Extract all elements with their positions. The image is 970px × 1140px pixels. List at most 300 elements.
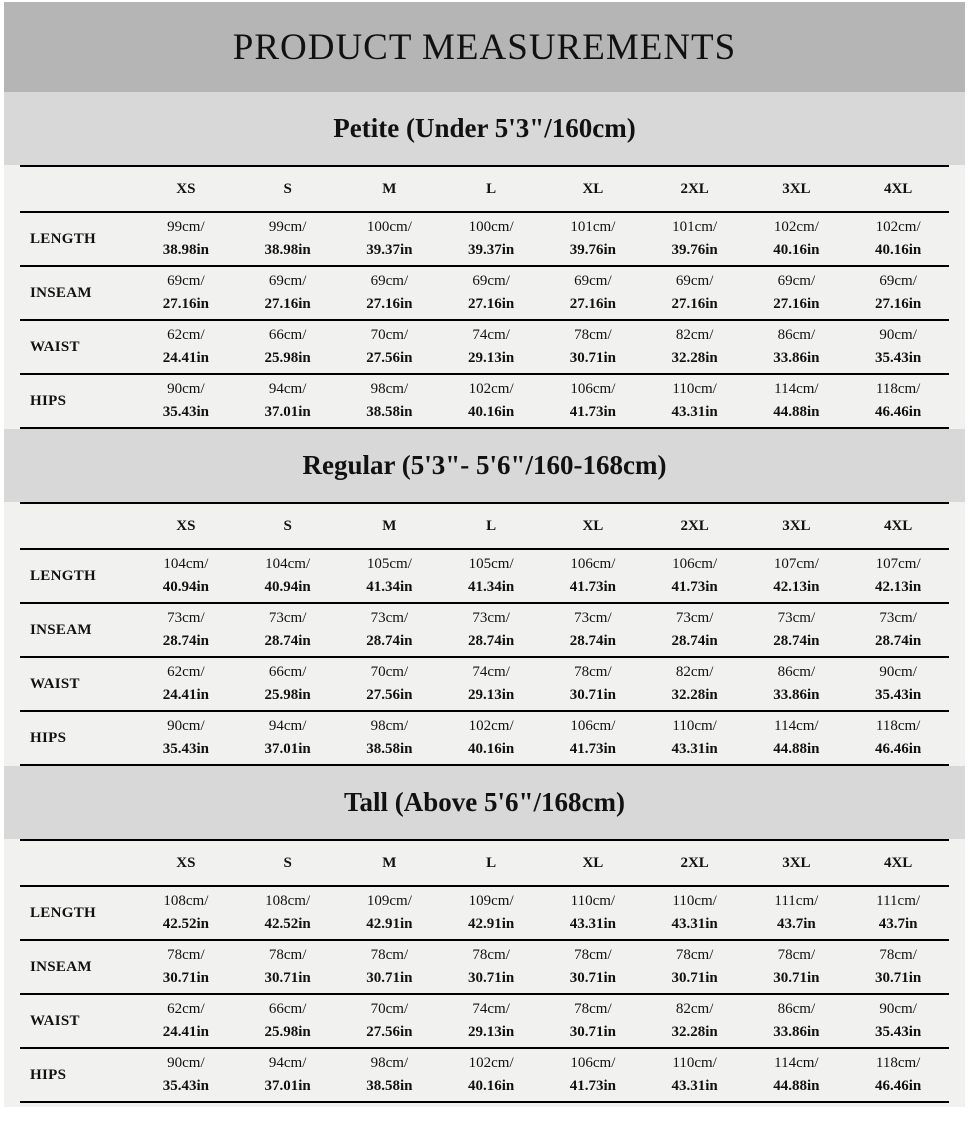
- measurement-cell: [339, 267, 441, 319]
- measurement-cell: [440, 941, 542, 993]
- corner-cell: [20, 504, 135, 548]
- size-column-header: XL: [582, 517, 604, 534]
- in-value: 27.56in: [366, 687, 413, 703]
- measurement-cell: [440, 375, 542, 427]
- measurement-cell: [339, 658, 441, 710]
- row-label: WAIST: [30, 338, 80, 355]
- cm-value: 99cm/: [167, 219, 205, 235]
- measurement-cell: [542, 604, 644, 656]
- row-label: LENGTH: [30, 904, 96, 921]
- cm-value: 98cm/: [370, 381, 409, 397]
- sections-container: [4, 92, 965, 1103]
- section-band-regular: [4, 429, 965, 502]
- measurement-cell: [440, 604, 542, 656]
- cm-value: 94cm/: [268, 381, 307, 397]
- measurement-cell: [746, 267, 848, 319]
- in-value: 40.16in: [874, 242, 922, 258]
- cm-value: 74cm/: [472, 664, 510, 680]
- cm-value: 69cm/: [879, 273, 917, 289]
- cm-value: 106cm/: [570, 1055, 616, 1071]
- cm-value: 98cm/: [370, 1055, 409, 1071]
- size-column-header: L: [486, 180, 497, 197]
- measurement-cell: [440, 267, 542, 319]
- in-value: 29.13in: [467, 350, 515, 366]
- cm-value: 78cm/: [574, 1001, 612, 1017]
- in-value: 30.71in: [773, 970, 820, 986]
- in-value: 38.58in: [366, 741, 413, 757]
- measurement-cell: [440, 887, 542, 939]
- measurement-cell: [135, 712, 237, 764]
- in-value: 43.31in: [569, 916, 616, 932]
- row-label: WAIST: [30, 675, 80, 692]
- cm-value: 101cm/: [672, 219, 718, 235]
- cm-value: 94cm/: [268, 718, 307, 734]
- measurement-cell: [237, 995, 339, 1047]
- in-value: 42.13in: [874, 579, 922, 595]
- measurement-cell: [847, 658, 949, 710]
- cm-value: 62cm/: [167, 327, 205, 343]
- cm-value: 90cm/: [167, 1055, 205, 1071]
- measurement-cell: [847, 550, 949, 602]
- size-column-header: 4XL: [883, 180, 913, 197]
- in-value: 28.74in: [162, 633, 209, 649]
- size-column-header: L: [486, 854, 497, 871]
- corner-cell: [20, 841, 135, 885]
- measurement-cell: [644, 375, 746, 427]
- in-value: 32.28in: [671, 350, 718, 366]
- cm-value: 110cm/: [672, 893, 717, 909]
- table-row: [20, 712, 949, 766]
- size-column-header: 4XL: [883, 854, 913, 871]
- in-value: 30.71in: [162, 970, 209, 986]
- in-value: 27.56in: [366, 1024, 413, 1040]
- in-value: 38.98in: [162, 242, 209, 258]
- in-value: 30.71in: [671, 970, 718, 986]
- cm-value: 73cm/: [879, 610, 917, 626]
- measurement-cell: [542, 375, 644, 427]
- in-value: 32.28in: [671, 687, 718, 703]
- measurement-table: [20, 839, 949, 1103]
- measurement-cell: [339, 712, 441, 764]
- in-value: 42.91in: [467, 916, 515, 932]
- in-value: 37.01in: [264, 404, 311, 420]
- measurement-cell: [339, 213, 441, 265]
- section-title: Tall (Above 5'6"/168cm): [344, 787, 625, 817]
- cm-value: 62cm/: [167, 664, 205, 680]
- measurement-cell: [542, 995, 644, 1047]
- cm-value: 118cm/: [875, 381, 921, 397]
- measurement-cell: [237, 321, 339, 373]
- in-value: 30.71in: [569, 970, 616, 986]
- cm-value: 86cm/: [777, 664, 816, 680]
- measurement-cell: [135, 321, 237, 373]
- in-value: 41.73in: [569, 579, 616, 595]
- row-label: INSEAM: [30, 284, 92, 301]
- in-value: 39.37in: [467, 242, 515, 258]
- cm-value: 106cm/: [570, 718, 616, 734]
- table-row: [20, 321, 949, 375]
- cm-value: 90cm/: [879, 1001, 917, 1017]
- in-value: 37.01in: [264, 1078, 311, 1094]
- cm-value: 100cm/: [366, 219, 412, 235]
- measurement-cell: [847, 712, 949, 764]
- in-value: 35.43in: [162, 1078, 209, 1094]
- measurement-cell: [644, 604, 746, 656]
- cm-value: 102cm/: [468, 718, 514, 734]
- in-value: 25.98in: [264, 687, 311, 703]
- measurement-table: [20, 502, 949, 766]
- measurement-cell: [847, 213, 949, 265]
- in-value: 40.94in: [264, 579, 311, 595]
- cm-value: 111cm/: [876, 893, 921, 909]
- cm-value: 78cm/: [777, 947, 816, 963]
- cm-value: 110cm/: [672, 1055, 717, 1071]
- in-value: 25.98in: [264, 1024, 311, 1040]
- cm-value: 73cm/: [167, 610, 205, 626]
- section-tall: [4, 766, 965, 1103]
- cm-value: 109cm/: [366, 893, 412, 909]
- measurement-cell: [542, 321, 644, 373]
- cm-value: 69cm/: [370, 273, 409, 289]
- in-value: 39.76in: [671, 242, 718, 258]
- in-value: 25.98in: [264, 350, 311, 366]
- measurement-cell: [847, 375, 949, 427]
- measurement-cell: [135, 658, 237, 710]
- size-column-header: 4XL: [883, 517, 913, 534]
- cm-value: 73cm/: [370, 610, 409, 626]
- measurement-cell: [237, 604, 339, 656]
- measurement-cell: [746, 658, 848, 710]
- in-value: 27.16in: [162, 296, 209, 312]
- page-header-band: [4, 2, 965, 92]
- cm-value: 90cm/: [879, 664, 917, 680]
- cm-value: 110cm/: [672, 718, 717, 734]
- measurement-cell: [440, 995, 542, 1047]
- in-value: 39.37in: [366, 242, 413, 258]
- size-column-header: M: [382, 517, 397, 534]
- in-value: 41.73in: [569, 404, 616, 420]
- in-value: 38.98in: [264, 242, 311, 258]
- cm-value: 105cm/: [366, 556, 412, 572]
- in-value: 27.16in: [366, 296, 413, 312]
- cm-value: 73cm/: [472, 610, 510, 626]
- measurement-cell: [440, 1049, 542, 1101]
- cm-value: 70cm/: [370, 1001, 409, 1017]
- measurement-cell: [237, 550, 339, 602]
- measurement-cell: [644, 267, 746, 319]
- cm-value: 78cm/: [574, 327, 612, 343]
- size-chart-page: [4, 2, 965, 1107]
- row-label: HIPS: [30, 392, 67, 409]
- cm-value: 104cm/: [163, 556, 209, 572]
- cm-value: 114cm/: [774, 718, 819, 734]
- measurement-cell: [644, 1049, 746, 1101]
- cm-value: 98cm/: [370, 718, 409, 734]
- measurement-cell: [135, 887, 237, 939]
- table-row: [20, 550, 949, 604]
- cm-value: 86cm/: [777, 327, 816, 343]
- size-column-header: 2XL: [680, 517, 709, 534]
- table-header-row: [20, 504, 949, 550]
- measurement-cell: [135, 995, 237, 1047]
- measurement-cell: [542, 658, 644, 710]
- cm-value: 118cm/: [875, 1055, 921, 1071]
- in-value: 43.7in: [878, 916, 918, 932]
- measurement-cell: [237, 267, 339, 319]
- table-header-row: [20, 167, 949, 213]
- section-petite: [4, 92, 965, 429]
- in-value: 29.13in: [467, 1024, 515, 1040]
- measurement-cell: [440, 321, 542, 373]
- section-title: Petite (Under 5'3"/160cm): [333, 113, 636, 143]
- in-value: 28.74in: [569, 633, 616, 649]
- measurement-cell: [644, 550, 746, 602]
- in-value: 28.74in: [773, 633, 820, 649]
- cm-value: 70cm/: [370, 664, 409, 680]
- cm-value: 90cm/: [167, 718, 205, 734]
- section-band-tall: [4, 766, 965, 839]
- in-value: 46.46in: [874, 741, 922, 757]
- measurement-cell: [847, 1049, 949, 1101]
- cm-value: 78cm/: [167, 947, 205, 963]
- cm-value: 78cm/: [879, 947, 917, 963]
- measurement-cell: [644, 941, 746, 993]
- in-value: 44.88in: [773, 741, 820, 757]
- measurement-cell: [746, 887, 848, 939]
- measurement-cell: [542, 887, 644, 939]
- in-value: 46.46in: [874, 1078, 922, 1094]
- measurement-cell: [440, 550, 542, 602]
- measurement-cell: [847, 995, 949, 1047]
- measurement-table: [20, 165, 949, 429]
- size-column-header: 3XL: [782, 517, 811, 534]
- measurement-cell: [339, 941, 441, 993]
- in-value: 38.58in: [366, 1078, 413, 1094]
- measurement-cell: [440, 658, 542, 710]
- in-value: 43.31in: [671, 1078, 718, 1094]
- cm-value: 69cm/: [777, 273, 816, 289]
- measurement-cell: [542, 550, 644, 602]
- cm-value: 78cm/: [370, 947, 409, 963]
- in-value: 24.41in: [162, 687, 209, 703]
- cm-value: 86cm/: [777, 1001, 816, 1017]
- measurement-cell: [644, 658, 746, 710]
- measurement-cell: [135, 213, 237, 265]
- measurement-cell: [339, 321, 441, 373]
- in-value: 43.31in: [671, 916, 718, 932]
- measurement-cell: [644, 321, 746, 373]
- in-value: 41.73in: [569, 1078, 616, 1094]
- in-value: 33.86in: [773, 350, 820, 366]
- measurement-cell: [237, 887, 339, 939]
- table-row: [20, 658, 949, 712]
- row-label: WAIST: [30, 1012, 80, 1029]
- page-title: PRODUCT MEASUREMENTS: [232, 26, 737, 68]
- table-row: [20, 887, 949, 941]
- in-value: 40.94in: [162, 579, 209, 595]
- measurement-cell: [339, 375, 441, 427]
- in-value: 42.52in: [264, 916, 311, 932]
- measurement-cell: [237, 658, 339, 710]
- in-value: 40.16in: [467, 1078, 515, 1094]
- cm-value: 102cm/: [468, 1055, 514, 1071]
- cm-value: 110cm/: [672, 381, 717, 397]
- cm-value: 82cm/: [675, 664, 714, 680]
- measurement-cell: [644, 887, 746, 939]
- measurement-cell: [542, 941, 644, 993]
- in-value: 43.31in: [671, 404, 718, 420]
- measurement-cell: [847, 887, 949, 939]
- cm-value: 108cm/: [163, 893, 209, 909]
- cm-value: 107cm/: [773, 556, 819, 572]
- table-row: [20, 1049, 949, 1103]
- in-value: 35.43in: [162, 404, 209, 420]
- cm-value: 90cm/: [167, 381, 205, 397]
- in-value: 38.58in: [366, 404, 413, 420]
- in-value: 41.34in: [467, 579, 515, 595]
- measurement-cell: [746, 995, 848, 1047]
- measurement-cell: [339, 1049, 441, 1101]
- cm-value: 69cm/: [675, 273, 714, 289]
- in-value: 41.34in: [366, 579, 413, 595]
- in-value: 30.71in: [264, 970, 311, 986]
- measurement-cell: [237, 375, 339, 427]
- in-value: 42.13in: [773, 579, 820, 595]
- size-column-header: S: [283, 180, 292, 197]
- cm-value: 78cm/: [574, 664, 612, 680]
- measurement-cell: [135, 375, 237, 427]
- measurement-cell: [135, 604, 237, 656]
- cm-value: 102cm/: [468, 381, 514, 397]
- row-label: HIPS: [30, 1066, 67, 1083]
- cm-value: 99cm/: [268, 219, 307, 235]
- corner-cell: [20, 167, 135, 211]
- row-label: INSEAM: [30, 958, 92, 975]
- cm-value: 69cm/: [472, 273, 510, 289]
- in-value: 27.16in: [671, 296, 718, 312]
- cm-value: 66cm/: [268, 664, 307, 680]
- cm-value: 114cm/: [774, 1055, 819, 1071]
- measurement-cell: [339, 550, 441, 602]
- table-row: [20, 604, 949, 658]
- in-value: 27.56in: [366, 350, 413, 366]
- measurement-cell: [746, 375, 848, 427]
- cm-value: 102cm/: [875, 219, 921, 235]
- in-value: 28.74in: [366, 633, 413, 649]
- measurement-cell: [237, 712, 339, 764]
- in-value: 30.71in: [467, 970, 515, 986]
- in-value: 35.43in: [874, 350, 922, 366]
- cm-value: 78cm/: [574, 947, 612, 963]
- measurement-cell: [237, 1049, 339, 1101]
- measurement-cell: [339, 995, 441, 1047]
- measurement-cell: [542, 1049, 644, 1101]
- row-label: LENGTH: [30, 567, 96, 584]
- measurement-cell: [237, 941, 339, 993]
- in-value: 28.74in: [874, 633, 922, 649]
- cm-value: 66cm/: [268, 1001, 307, 1017]
- in-value: 27.16in: [773, 296, 820, 312]
- cm-value: 62cm/: [167, 1001, 205, 1017]
- cm-value: 107cm/: [875, 556, 921, 572]
- cm-value: 69cm/: [268, 273, 307, 289]
- in-value: 32.28in: [671, 1024, 718, 1040]
- cm-value: 114cm/: [774, 381, 819, 397]
- cm-value: 73cm/: [675, 610, 714, 626]
- measurement-cell: [746, 712, 848, 764]
- cm-value: 78cm/: [472, 947, 510, 963]
- in-value: 41.73in: [569, 741, 616, 757]
- cm-value: 109cm/: [468, 893, 514, 909]
- in-value: 27.16in: [569, 296, 616, 312]
- measurement-cell: [847, 941, 949, 993]
- in-value: 30.71in: [874, 970, 922, 986]
- measurement-cell: [746, 1049, 848, 1101]
- in-value: 27.16in: [874, 296, 922, 312]
- cm-value: 73cm/: [574, 610, 612, 626]
- measurement-cell: [847, 604, 949, 656]
- cm-value: 100cm/: [468, 219, 514, 235]
- size-column-header: 2XL: [680, 180, 709, 197]
- cm-value: 74cm/: [472, 327, 510, 343]
- measurement-cell: [746, 321, 848, 373]
- measurement-cell: [542, 213, 644, 265]
- in-value: 35.43in: [874, 1024, 922, 1040]
- in-value: 43.31in: [671, 741, 718, 757]
- measurement-cell: [440, 712, 542, 764]
- in-value: 33.86in: [773, 687, 820, 703]
- size-column-header: S: [283, 854, 292, 871]
- measurement-cell: [135, 267, 237, 319]
- table-row: [20, 267, 949, 321]
- size-column-header: S: [283, 517, 292, 534]
- size-column-header: M: [382, 180, 397, 197]
- cm-value: 105cm/: [468, 556, 514, 572]
- row-label: INSEAM: [30, 621, 92, 638]
- size-column-header: 3XL: [782, 854, 811, 871]
- measurement-cell: [847, 267, 949, 319]
- in-value: 29.13in: [467, 687, 515, 703]
- row-label: LENGTH: [30, 230, 96, 247]
- table-row: [20, 213, 949, 267]
- cm-value: 74cm/: [472, 1001, 510, 1017]
- size-column-header: XL: [582, 180, 604, 197]
- section-band-petite: [4, 92, 965, 165]
- measurement-cell: [644, 712, 746, 764]
- cm-value: 82cm/: [675, 1001, 714, 1017]
- cm-value: 94cm/: [268, 1055, 307, 1071]
- measurement-cell: [339, 604, 441, 656]
- cm-value: 111cm/: [774, 893, 819, 909]
- in-value: 27.16in: [264, 296, 311, 312]
- measurement-cell: [746, 604, 848, 656]
- in-value: 28.74in: [467, 633, 515, 649]
- measurement-cell: [237, 213, 339, 265]
- in-value: 42.91in: [366, 916, 413, 932]
- in-value: 30.71in: [569, 350, 616, 366]
- in-value: 44.88in: [773, 1078, 820, 1094]
- measurement-cell: [644, 995, 746, 1047]
- measurement-cell: [644, 213, 746, 265]
- size-column-header: XL: [582, 854, 604, 871]
- table-row: [20, 995, 949, 1049]
- cm-value: 69cm/: [167, 273, 205, 289]
- size-column-header: M: [382, 854, 397, 871]
- cm-value: 101cm/: [570, 219, 616, 235]
- in-value: 28.74in: [264, 633, 311, 649]
- in-value: 24.41in: [162, 350, 209, 366]
- in-value: 40.16in: [467, 404, 515, 420]
